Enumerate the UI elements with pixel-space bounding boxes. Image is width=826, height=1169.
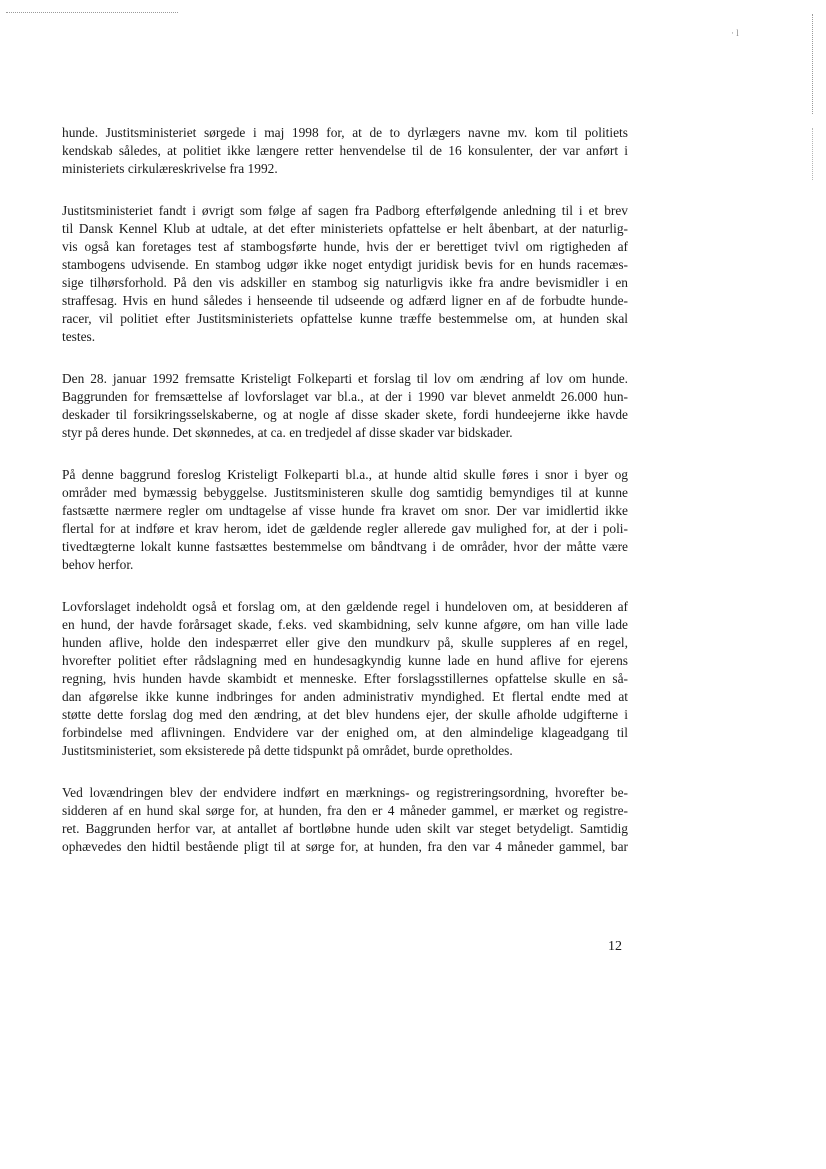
- paragraph: [62, 202, 628, 346]
- scan-edge-artifact: [6, 12, 178, 13]
- text-line: hunden aflive, holde den indespærret eller give den mundkurv på, skulle suppleres af en regel,: [62, 635, 628, 650]
- text-line: dan afgørelse ikke kunne indbringes for anden administrativ myndighed. Et flertal endte med at: [62, 689, 628, 704]
- scan-edge-artifact: [812, 14, 813, 114]
- text-line: stambogens udvisende. En stambog udgør ikke noget entydigt juridisk bevis for en hunds racemæs-: [62, 257, 628, 272]
- text-line: Baggrunden for fremsættelse af lovforslaget var bl.a., at der i 1990 var blevet anmeldt 26.000 hun-: [62, 389, 628, 404]
- text-line: sige tilhørsforhold. På den vis adskiller en stambog sig naturligvis ikke fra andre bevismidler i en: [62, 275, 628, 290]
- text-line: kendskab således, at politiet ikke længere retter henvendelse til de 16 konsulenter, der var anført i: [62, 143, 628, 158]
- text-line: sidderen af en hund skal sørge for, at hunden, fra den er 4 måneder gammel, er mærket og registre-: [62, 803, 628, 818]
- text-line: flertal for at indføre et krav herom, idet de gældende regler allerede gav mulighed for, at der i poli-: [62, 521, 628, 536]
- paragraph: [62, 784, 628, 856]
- text-line: hvorefter politiet efter rådslagning med en hundesagkyndig kunne lade en hund aflive for ejerens: [62, 653, 628, 668]
- text-line: ministeriets cirkulæreskrivelse fra 1992.: [62, 161, 278, 176]
- text-line: til Dansk Kennel Klub at udtale, at det efter ministeriets opfattelse er helt åbenbart, at der naturlig-: [62, 221, 628, 236]
- text-line: tivedtægterne lokalt kunne fastsættes bestemmelse om båndtvang i de områder, hvor der måtte være: [62, 539, 628, 554]
- text-line: testes.: [62, 329, 96, 344]
- text-line: behov herfor.: [62, 557, 134, 572]
- text-line: Justitsministeriet fandt i øvrigt som følge af sagen fra Padborg efterfølgende anledning til i et brev: [62, 203, 628, 218]
- text-line: områder med bymæssig bebyggelse. Justitsministeren skulle dog samtidig bemyndiges til at kunne: [62, 485, 628, 500]
- paragraph: [62, 124, 628, 178]
- text-line: støtte dette forslag dog med den ændring, at det blev hundens ejer, der skulle afholde udgifterne i: [62, 707, 628, 722]
- text-line: ret. Baggrunden herfor var, at antallet af bortløbne hunde uden skilt var steget betydeligt. Samtidig: [62, 821, 628, 836]
- text-line: deskader til forsikringsselskaberne, og at nogle af disse skader skete, fordi hundeejerne ikke havde: [62, 407, 628, 422]
- document-body: [62, 124, 628, 880]
- text-line: styr på deres hunde. Det skønnedes, at ca. en tredjedel af disse skader var bidskader.: [62, 425, 513, 440]
- text-line: ophævedes den hidtil bestående pligt til at sørge for, at hunden, fra den var 4 måneder gammel, bar: [62, 839, 628, 854]
- text-line: vis også kan foretages test af stambogsførte hunde, hvis der er berettiget tvivl om rigtigheden af: [62, 239, 628, 254]
- corner-mark: · l: [731, 28, 739, 38]
- text-line: På denne baggrund foreslog Kristeligt Folkeparti bl.a., at hunde altid skulle føres i snor i byer og: [62, 467, 628, 482]
- paragraph: [62, 466, 628, 574]
- text-line: hunde. Justitsministeriet sørgede i maj 1998 for, at de to dyrlægers navne mv. kom til politiets: [62, 125, 628, 140]
- text-line: Justitsministeriet, som eksisterede på dette tidspunkt på området, burde opretholdes.: [62, 743, 513, 758]
- text-line: Ved lovændringen blev der endvidere indført en mærknings- og registreringsordning, hvorefter be-: [62, 785, 628, 800]
- paragraph: [62, 370, 628, 442]
- text-line: racer, vil politiet efter Justitsministeriets opfattelse kunne træffe bestemmelse om, at hunden skal: [62, 311, 628, 326]
- text-line: Den 28. januar 1992 fremsatte Kristeligt Folkeparti et forslag til lov om ændring af lov om hunde.: [62, 371, 628, 386]
- text-line: Lovforslaget indeholdt også et forslag om, at den gældende regel i hundeloven om, at besidderen af: [62, 599, 628, 614]
- scan-edge-artifact: [812, 128, 813, 180]
- text-line: forbindelse med aflivningen. Endvidere var der enighed om, at den almindelige klageadgang til: [62, 725, 628, 740]
- text-line: straffesag. Hvis en hund således i henseende til udseende og adfærd ligner en af de forbudte hunde-: [62, 293, 628, 308]
- text-line: fastsætte nærmere regler om undtagelse af visse hunde fra kravet om snor. Der var imidlertid ikke: [62, 503, 628, 518]
- text-line: en hund, der havde forårsaget skade, f.eks. ved skambidning, selv kunne afgøre, om han ville lade: [62, 617, 628, 632]
- paragraph: [62, 598, 628, 760]
- text-line: regning, hvis hunden havde skambidt et menneske. Efter forslagsstillernes opfattelse skulle en så-: [62, 671, 628, 686]
- page-number: 12: [608, 939, 622, 954]
